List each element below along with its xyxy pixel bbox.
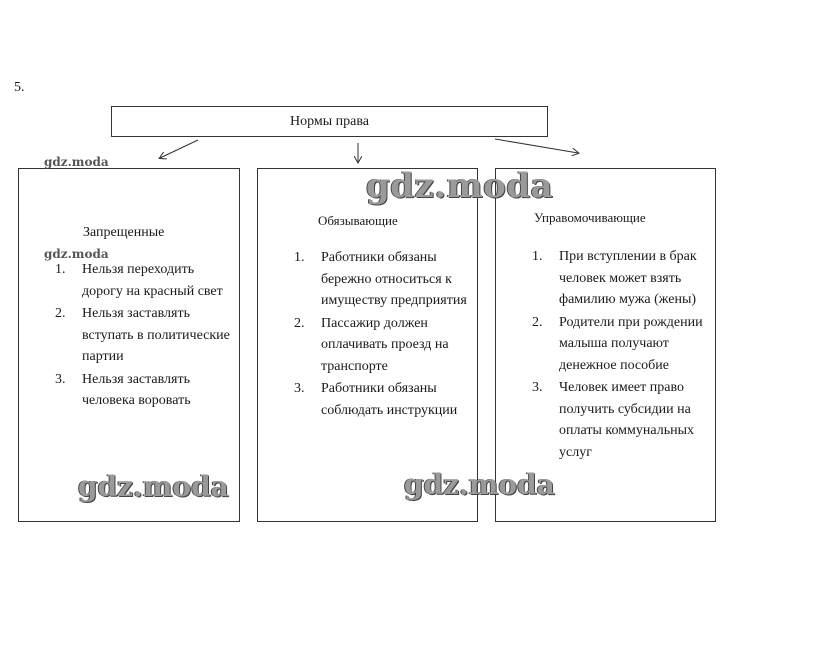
column-list xyxy=(532,246,712,464)
item-number: 3. xyxy=(532,380,543,395)
item-text: При вступлении в брак человек может взять фамилию мужа (жены) xyxy=(559,249,697,307)
task-number: 5. xyxy=(14,80,25,95)
list-item xyxy=(55,259,235,302)
item-text: Пассажир должен оплачивать проезд на транспорте xyxy=(321,315,449,374)
list-item xyxy=(55,303,235,368)
watermark: gdz.moda xyxy=(44,155,109,169)
item-number: 2. xyxy=(55,306,66,321)
item-text: Нельзя заставлять человека воровать xyxy=(82,371,191,408)
watermark: gdz.moda xyxy=(78,470,229,503)
item-text: Нельзя заставлять вступать в политические партии xyxy=(82,306,230,364)
list-item xyxy=(294,247,474,312)
arrow-to-forbidden xyxy=(160,140,198,158)
watermark: gdz.moda xyxy=(404,468,555,501)
list-item xyxy=(294,313,474,378)
column-title: Запрещенные xyxy=(83,225,165,240)
list-item xyxy=(532,246,712,311)
item-number: 2. xyxy=(294,315,305,331)
item-text: Работники обязаны бережно относиться к имуществу предприятия xyxy=(321,250,467,308)
item-number: 1. xyxy=(532,249,543,264)
item-text: Работники обязаны соблюдать инструкции xyxy=(321,381,458,418)
item-number: 1. xyxy=(294,250,305,265)
list-item xyxy=(532,312,712,377)
item-number: 2. xyxy=(532,314,543,330)
column-list xyxy=(294,247,474,422)
item-text: Человек имеет право получить субсидии на оплаты коммунальных услуг xyxy=(559,380,694,460)
item-text: Нельзя переходить дорогу на красный свет xyxy=(82,262,223,299)
column-title: Управомочивающие xyxy=(534,210,646,225)
arrow-to-empowering xyxy=(495,139,578,153)
watermark: gdz.moda xyxy=(366,166,554,206)
list-item xyxy=(532,377,712,463)
root-node: Нормы права xyxy=(111,106,548,137)
list-item xyxy=(294,378,474,421)
item-text: Родители при рождении малыша получают денежное пособие xyxy=(559,314,703,373)
watermark: gdz.moda xyxy=(44,247,109,261)
list-item xyxy=(55,369,235,412)
column-forbidden xyxy=(18,168,240,522)
column-list xyxy=(55,259,235,413)
item-number: 3. xyxy=(294,381,305,396)
item-number: 1. xyxy=(55,262,66,277)
column-title: Обязывающие xyxy=(318,213,398,228)
item-number: 3. xyxy=(55,371,66,387)
